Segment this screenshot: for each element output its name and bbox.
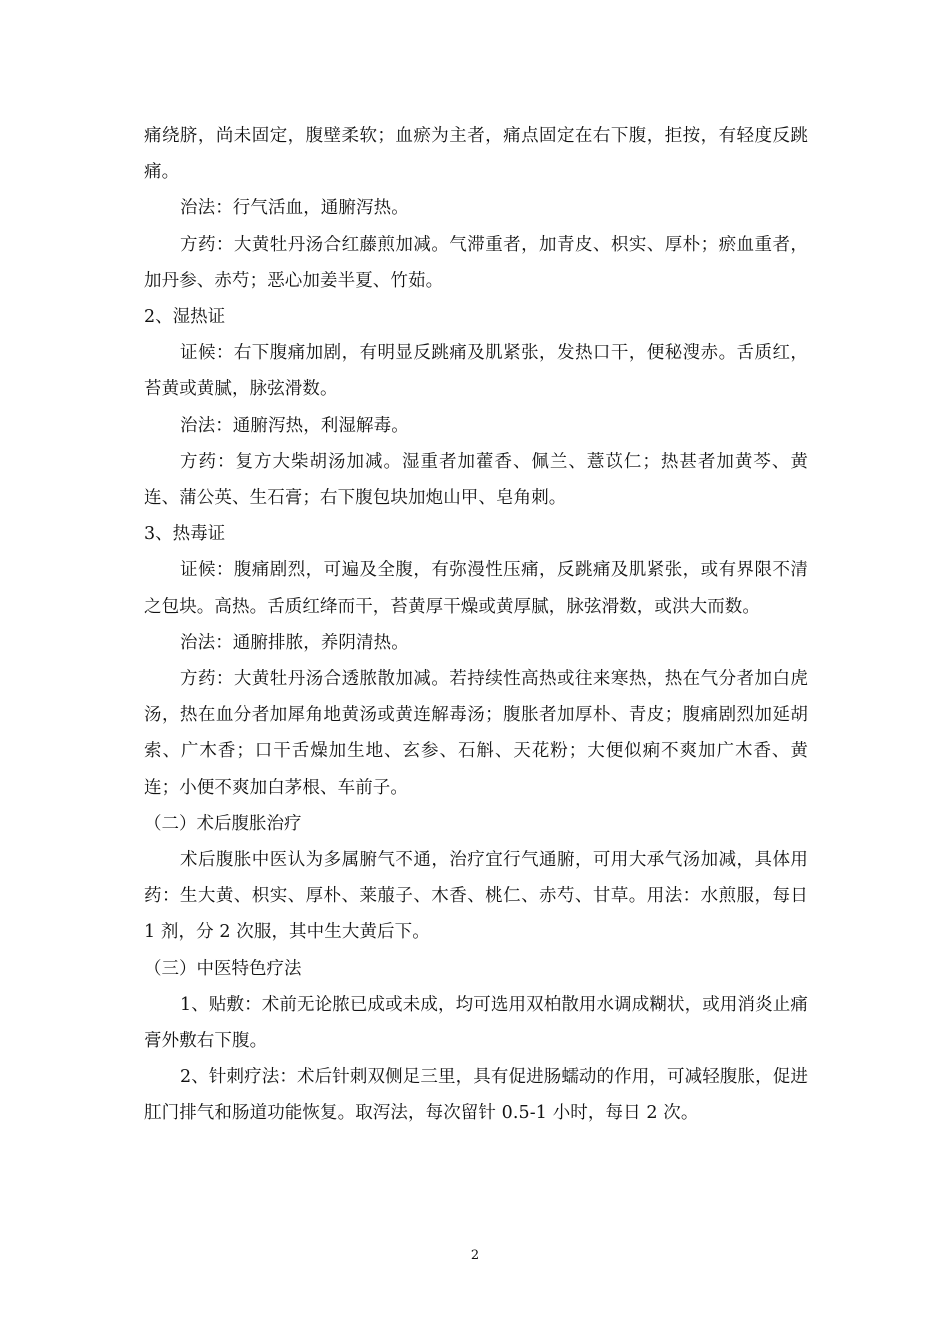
paragraph-prescription: 方药：复方大柴胡汤加减。湿重者加藿香、佩兰、薏苡仁；热甚者加黄芩、黄连、蒲公英、生石膏；右下腹包块加炮山甲、皂角刺。	[144, 451, 808, 509]
paragraph-postoperative-treatment: 术后腹胀中医认为多属腑气不通，治疗宜行气通腑，可用大承气汤加减，具体用药：生大黄、枳实、厚朴、莱菔子、木香、桃仁、赤芍、甘草。用法：水煎服，每日 1 剂，分 2 次服，其中生大黄后下。	[144, 850, 808, 943]
paragraph-application-therapy: 1、贴敷：术前无论脓已成或未成，均可选用双柏散用水调成糊状，或用消炎止痛膏外敷右下腹。	[144, 994, 808, 1052]
section-heading-tcm-therapies: （三）中医特色疗法	[144, 958, 302, 979]
paragraph-treatment-method: 治法：通腑泻热，利湿解毒。	[180, 415, 409, 436]
paragraph-continuation: 痛绕脐，尚未固定，腹壁柔软；血瘀为主者，痛点固定在右下腹，拒按，有轻度反跳痛。	[144, 126, 808, 183]
paragraph-acupuncture-therapy: 2、针刺疗法：术后针刺双侧足三里，具有促进肠蠕动的作用，可减轻腹胀，促进肛门排气和肠道功能恢复。取泻法，每次留针 0.5-1 小时，每日 2 次。	[144, 1067, 808, 1124]
section-heading-heat-toxin: 3、热毒证	[144, 524, 226, 545]
document-body	[144, 118, 808, 1132]
page-number: 2	[470, 1248, 480, 1263]
paragraph-treatment-method: 治法：行气活血，通腑泻热。	[180, 198, 409, 219]
section-heading-postoperative-distension: （二）术后腹胀治疗	[144, 813, 302, 834]
paragraph-treatment-method: 治法：通腑排脓，养阴清热。	[180, 632, 409, 653]
paragraph-symptoms: 证候：腹痛剧烈，可遍及全腹，有弥漫性压痛，反跳痛及肌紧张，或有界限不清之包块。高热。舌质红绛而干，苔黄厚干燥或黄厚腻，脉弦滑数，或洪大而数。	[144, 560, 808, 617]
paragraph-prescription: 方药：大黄牡丹汤合透脓散加减。若持续性高热或往来寒热，热在气分者加白虎汤，热在血分者加犀角地黄汤或黄连解毒汤；腹胀者加厚朴、青皮；腹痛剧烈加延胡索、广木香；口干舌燥加生地、玄参、石斛、天花粉；大便似痢不爽加广木香、黄连；小便不爽加白茅根、车前子。	[144, 669, 808, 798]
section-heading-damp-heat: 2、湿热证	[144, 307, 226, 328]
paragraph-symptoms: 证候：右下腹痛加剧，有明显反跳痛及肌紧张，发热口干，便秘溲赤。舌质红，苔黄或黄腻，脉弦滑数。	[144, 343, 808, 400]
paragraph-prescription: 方药：大黄牡丹汤合红藤煎加减。气滞重者，加青皮、枳实、厚朴；瘀血重者，加丹参、赤芍；恶心加姜半夏、竹茹。	[144, 234, 808, 291]
